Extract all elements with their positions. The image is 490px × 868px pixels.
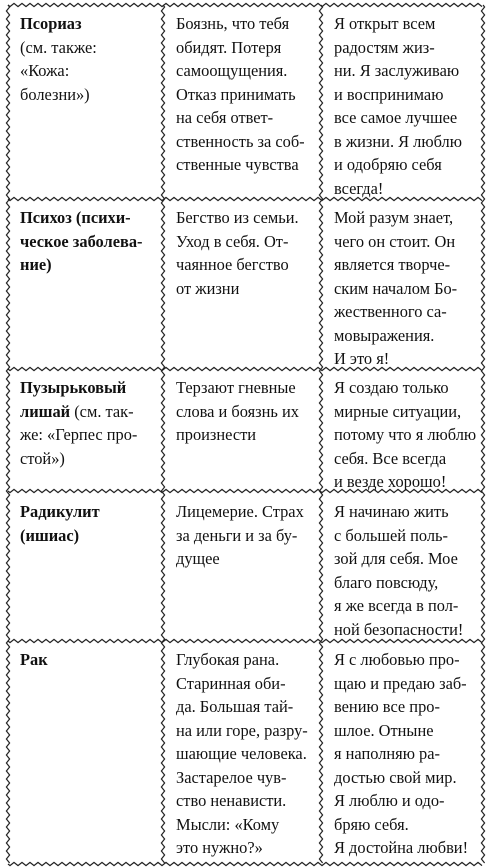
cause-text: Терзают гневные [176,378,296,397]
affirmation-text: вению все про- [334,697,440,716]
cause-text: Уход в себя. От- [176,231,289,251]
affirmation-text: ни. Я заслуживаю [334,61,460,80]
column-divider [319,5,322,863]
affirmation-text: я же всегда в пол- [334,596,459,615]
affirmation-text: себя. Все всегда [334,448,447,468]
condition-note: болезни») [20,84,90,104]
condition-cell [20,376,155,470]
affirmation-text: Я начинаю жить [334,502,449,521]
affirmation-text: бряю себя. [334,814,409,834]
cause-text: за деньги и за бу- [176,525,298,545]
affirmation-cell [334,648,484,860]
affirmation-text: потому что я люблю [334,425,477,444]
cause-text: Мысли: «Кому [176,814,280,834]
affirmation-text: Мой разум знает, [334,208,454,227]
column-divider [161,5,164,863]
affirmation-text: и везде хорошо! [334,472,447,491]
cause-text: да. Большая тай- [176,697,294,716]
affirmation-cell [334,500,484,641]
affirmation-text: и воспринимаю [334,84,444,104]
cause-text: чаянное бегство [176,255,289,274]
affirmation-text: И это я! [334,349,390,368]
cause-text: дущее [176,549,220,568]
condition-name: лишай [20,401,71,421]
affirmation-text: в жизни. Я люблю [334,131,462,151]
cause-text: шающие человека. [176,744,307,763]
cause-text: на себя ответ- [176,108,274,127]
cause-text: Глубокая рана. [176,650,280,669]
condition-cell [20,648,155,672]
cause-text: это нужно?» [176,838,263,857]
cause-text: Боязнь, что тебя [176,14,290,33]
affirmation-text: чего он стоит. Он [334,231,456,251]
affirmation-text: все самое лучшее [334,108,458,127]
affirmation-text: Я достойна любви! [334,838,469,857]
condition-cell [20,500,155,547]
cause-text: обидят. Потеря [176,37,282,57]
condition-name: Пузырьковый [20,378,127,397]
cause-text: ственные чувства [176,155,299,174]
condition-note: (см. также: [20,37,97,57]
cause-text: ственность за соб- [176,131,305,151]
affirmation-text: щаю и предаю заб- [334,673,467,693]
condition-name: ческое заболева- [20,231,143,251]
affirmation-text: Я создаю только [334,378,449,397]
affirmation-text: является творче- [334,255,451,274]
affirmation-text: я наполняю ра- [334,744,440,763]
condition-note: «Кожа: [20,61,70,80]
affirmation-text: мовыражения. [334,325,435,345]
affirmation-text: благо повсюду, [334,572,439,592]
cause-text: слова и боязнь их [176,401,299,421]
affirmation-text: шлое. Отныне [334,720,434,740]
affirmation-text: с большей поль- [334,525,448,545]
affirmation-text: и одобряю себя [334,155,442,174]
condition-note: (см. так- [70,401,134,421]
cause-text: от жизни [176,278,240,298]
affirmation-text: радостям жиз- [334,37,435,57]
condition-note: же: «Герпес про- [20,425,138,444]
condition-cell [20,206,155,277]
cause-cell [176,500,318,571]
cause-text: Старинная оби- [176,673,286,693]
affirmation-cell [334,376,484,494]
affirmation-text: Я с любовью про- [334,650,460,669]
cause-cell [176,12,318,177]
cause-cell [176,648,318,860]
cause-text: Лицемерие. Страх [176,502,304,521]
affirmation-text: всегда! [334,178,384,198]
condition-name: Псориаз [20,14,82,33]
cause-text: произнести [176,425,257,444]
condition-name: (ишиас) [20,525,80,545]
affirmation-text: жественного са- [334,302,447,321]
cause-text: Бегство из семьи. [176,208,299,227]
cause-cell [176,206,318,300]
affirmation-text: ским началом Бо- [334,278,458,298]
row-divider [8,862,482,865]
affirmation-cell [334,12,484,200]
affirmation-text: зой для себя. Мое [334,549,458,568]
cause-text: ство ненависти. [176,791,287,810]
cause-text: на или горе, разру- [176,720,308,740]
condition-name: ние) [20,255,52,274]
condition-note: стой») [20,448,65,468]
affirmation-text: достью свой мир. [334,767,457,787]
cause-text: самоощущения. [176,61,288,80]
affirmation-text: Я открыт всем [334,14,436,33]
affirmation-cell [334,206,484,371]
column-divider [6,5,9,863]
cause-text: Отказ принимать [176,84,296,104]
condition-cell [20,12,155,106]
affirmation-text: Я люблю и одо- [334,791,445,810]
row-divider [8,3,482,6]
condition-name: Рак [20,650,48,669]
cause-cell [176,376,318,447]
affirmation-text: ной безопасности! [334,619,464,639]
affirmation-text: мирные ситуации, [334,401,462,421]
condition-name: Радикулит [20,502,100,521]
cause-text: Застарелое чув- [176,767,287,787]
condition-name: Психоз (психи- [20,208,131,227]
